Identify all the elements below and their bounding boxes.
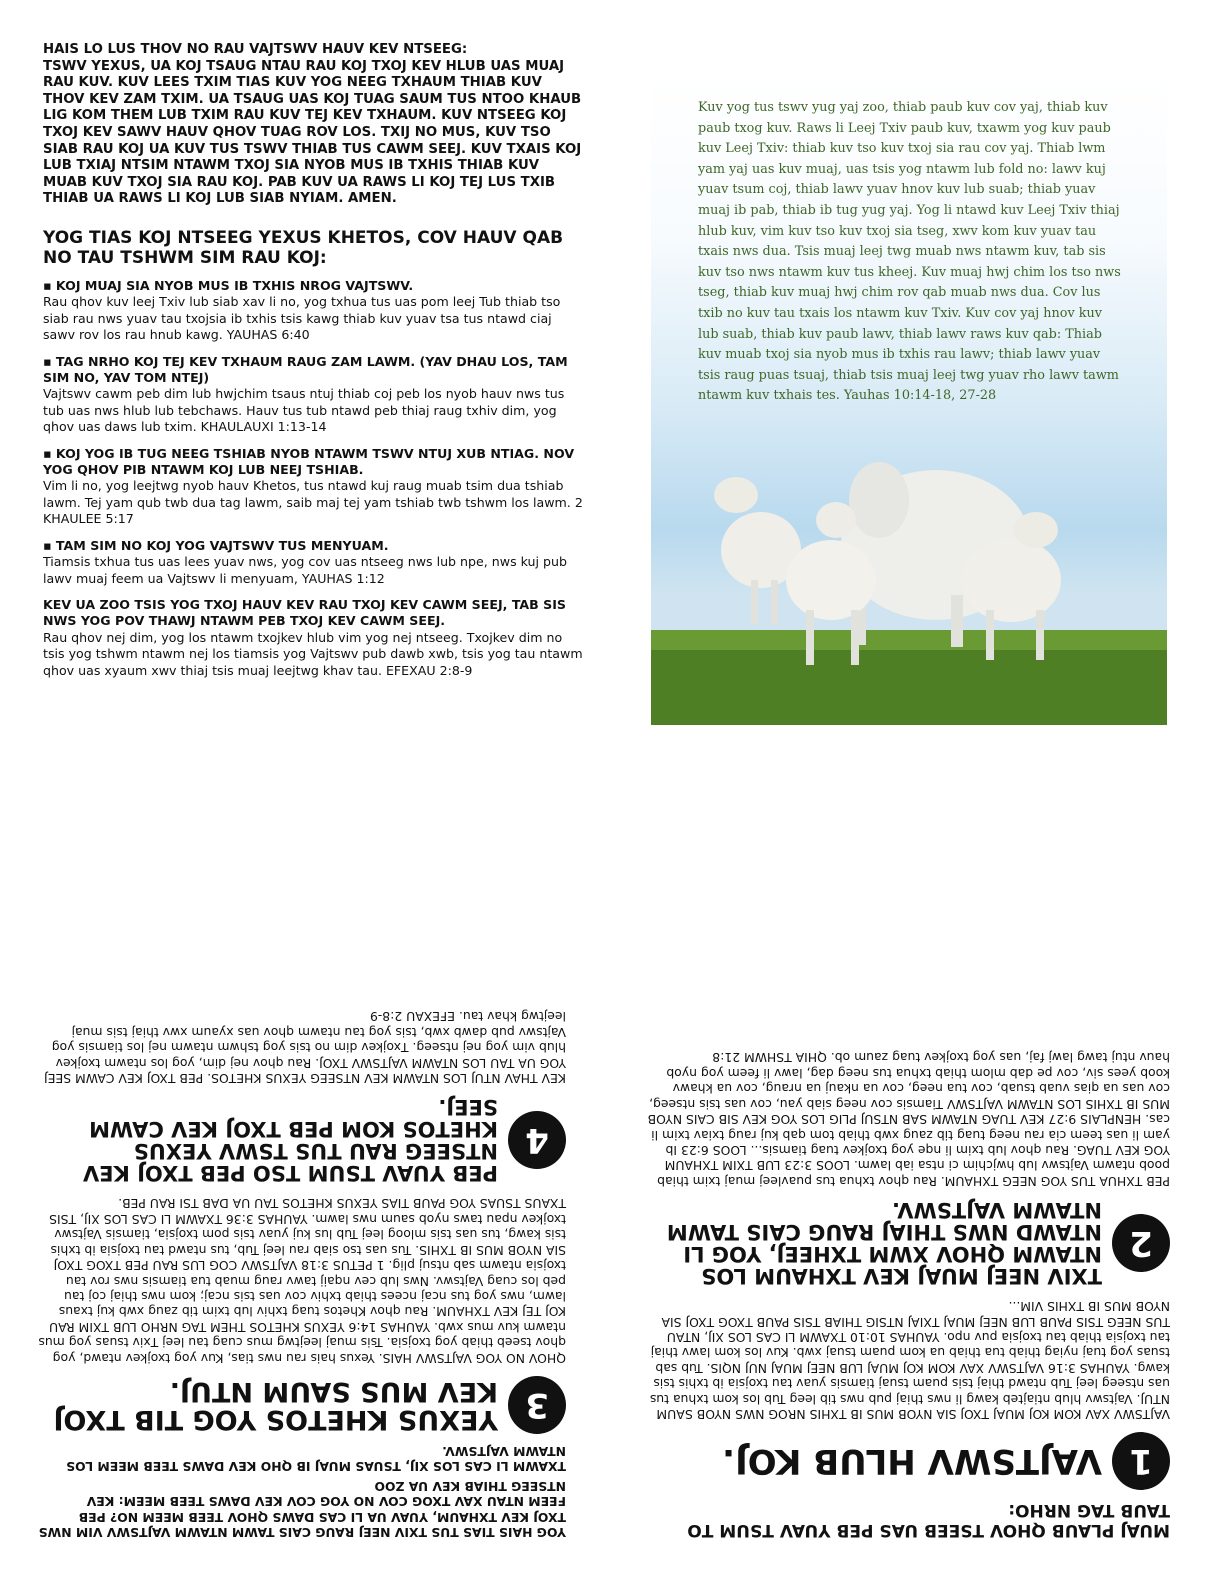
step-title: VAJTSWV HLUB KOJ. (722, 1441, 1102, 1481)
sheep-photo-panel (651, 75, 1167, 725)
step-title: PEB YUAV TSUM TSO PEB TXOJ KEV NTSEEG RAU TUS TSWV YEXUS KHETOS KOM PEB TXOJ KEV CAWM SEEJ. (82, 1095, 498, 1186)
assurance-item (43, 538, 583, 587)
steps-intro-2: TXAWM LI CAS LOS XIJ, TSUAS MUAJ IB QHO KEV DAWS TEEB MEEM LOS NTAWM VAJTSWV. (66, 1443, 566, 1475)
step-number-badge: 3 (508, 1376, 566, 1434)
step-3-header (38, 1376, 566, 1434)
sheep-illustration (651, 75, 1167, 725)
steps-intro: MUAJ PLAUB QHOV TSEEB UAS PEB YUAV TSUM TO TAUB TAG NRHO: (687, 1500, 1170, 1540)
assurance-title: ▪ TAG NRHO KOJ TEJ KEV TXHAUM RAUG ZAM LAWM. (YAV DHAU LOS, TAM SIM NO, YAV TOM NTEJ) (43, 353, 568, 386)
assurance-body: Vajtswv cawm peb dim lub hwjchim tsaus ntuj thiab coj peb los nyob hauv nws tus tub uas nws hlub lub tebchaws. Hauv tus tub ntawd peb thiaj raug txhiv dim, yog qhov uas daws lub txim. KHAULAUXI 1:13-14 (43, 386, 565, 435)
assurance-body: Tiamsis txhua tus uas lees yuav nws, yog cov uas ntseeg nws lub npe, nws kuj pub lawv muaj feem ua Vajtswv li menyuam, YAUHAS 1:12 (43, 554, 567, 586)
step-title: YEXUS KHETOS YOG TIB TXOJ KEV MUS SAUM NTUJ. (53, 1375, 498, 1435)
assurance-item (43, 597, 583, 679)
assurance-title: ▪ KOJ YOG IB TUG NEEG TSHIAB NYOB NTAWM TSWV NTUJ XUB NTIAG. NOV YOG QHOV PIB NTAWM KOJ LUB NEEJ TSHIAB. (43, 445, 575, 478)
step-body: KEV THAV NTUJ LOS NTAWM KEV NTSEEG YEXUS KHETOS. PEB TXOJ KEV CAWM SEEJ YOG UA TAU LOS NTAWM VAJTSWV TXOJ. Rau qhov nej dim, yog los ntawm txojkev hlub vim yog nej ntseeg. Txojkev dim no tsis yog tshwm ntawm nej los tiamsis yog Vajtswv pub dawb xwb, tsis yog tau ntawm qhov uas xyaum xwv thiaj tsis muaj leejtwg khav tau. EFEXAU 2:8-9 (43, 1009, 566, 1087)
assurance-body: Rau qhov nej dim, yog los ntawm txojkev hlub vim yog nej ntseeg. Txojkev dim no tsis yog tshwm ntawm nej los tiamsis yog Vajtswv pub dawb xwb, tsis yog tau ntawm qhov uas xyaum xwv thiaj tsis muaj leejtwg khav tau. EFEXAU 2:8-9 (43, 629, 583, 678)
step-number-badge: 4 (508, 1111, 566, 1169)
steps-intro: YOG HAIS TIAS TUS TXIV NEEJ RAUG CAIS TAWM NTAWM VAJTSWV VIM NWS TXOJ KEV TXHAUM, YUAV UA LI CAS DAWS QHOV TEEB MEEM NO? PEB FEEM NTAU XAV TXOG COV NO YOG COV KEV DAWS TEEB MEEM: KEV NTSEEG THIAB KEV UA ZOO (38, 1478, 566, 1540)
assurance-item (43, 446, 583, 528)
assurance-title: ▪ TAM SIM NO KOJ YOG VAJTSWV TUS MENYUAM. (43, 537, 389, 553)
steps-panel-left (38, 800, 566, 1540)
assurance-title: ▪ KOJ MUAJ SIA NYOB MUS IB TXHIS NROG VAJTSWV. (43, 278, 414, 293)
step-2-header (642, 1199, 1170, 1287)
assurance-item (43, 278, 583, 344)
step-body: QHOV NO YOG VAJTSWV HAIS. Yexus hais rau nws tias, Kuv yog txojkev ntawd, yog qhov tseeb thiab yog txojsia. Tsis muaj leejtwg mus cuag tau leej Txiv tsuas yog mus ntawm kuv mus xwb. YAUHAS 14:6 YEXUS KHETOS THEM TAG NRHO LUB TXIM RAU KOJ TEJ KEV TXHAUM. Rau qhov Khetos tuag txhiv lub txim tib zaug xwb kuj txaus lawm, nws yog tus ncaj ncees thiab txhiv cov uas tsis ncaj; kom nws thiaj coj tau peb los cuag Vajtswv. Nws lub cev nqaij tawv raug muab tua tiamsis nws rov tau txojsia ntawm sab ntsuj plig. 1 PETUS 3:18 VAJTSWV COG LUS RAU PEB TXOG TXOJ SIA NYOB MUS IB TXHIS. Tus uas tso siab rau leej Tub, tus ntawd tau txojsia ib txhis tsis kawg, tus uas tsis mloog leej Tub lus kuj yuav tsis pom txojsia, tiamsis Vajtswv txojkev npau taws nyob saum nws lawm. YAUHAS 3:36 TXAWM LI CAS LOS XIJ, TSIS TXAUS TSUAS YOG PAUB TIAS YEXUS KHETOS TAU UA DAB TSI RAU PEB. (38, 1196, 566, 1366)
step-title: TXIV NEEJ MUAJ KEV TXHAUM LOS NTAWM QHOV XWM TXHEEJ, YOG LI NTAWD NWS THIAJ RAUG CAIS TAWM NTAWM VAJTSWV. (666, 1197, 1102, 1288)
step-number-badge: 1 (1112, 1432, 1170, 1490)
assurance-section (43, 228, 583, 679)
assurance-item (43, 354, 583, 436)
prayer-heading: HAIS LO LUS THOV NO RAU VAJTSWV HAUV KEV NTSEEG: (43, 42, 468, 57)
assurance-body: Rau qhov kuv leej Txiv lub siab xav li no, yog txhua tus uas pom leej Tub thiab tso siab rau nws yuav tau txojsia ib txhis tsis kawg thiab kuv yuav tsa tus ntawd ciaj sawv rov los rau hnub kawg. YAUHAS 6:40 (43, 294, 561, 343)
assurance-heading: YOG TIAS KOJ NTSEEG YEXUS KHETOS, COV HAUV QAB NO TAU TSHWM SIM RAU KOJ: (43, 228, 564, 268)
step-body: VAJTSWV XAV KOM KOJ MUAJ TXOJ SIA NYOB MUS IB TXHIS NROG NWS NYOB SAUM NTUJ. Vajtswv hlub ntiajteb kawg li nws thiaj pub nws tib leeg Tub los kom txhua tus uas ntseeg leej Tub ntawd thiaj tsis puam tsuaj tiamsis yuav tau txojsia ib txhis tsis kawg. YAUHAS 3:16 VAJTSWV XAV KOM KOJ MUAJ LUB NEEJ MUAJ NUJ NQIS. Tub sab tsuas yog tuaj nyiag thiab tua thiab ua kom puam tsuaj xwb. Kuv los kom lawv thiaj tau txojsia thiab tau txojsia puv npo. YAUHAS 10:10 TXAWM LI CAS LOS XIJ, NTAU TUS NEEG TSIS PAUB LUB NEEJ MUAJ TXIAJ NTSIG THIAB TSIS PAUB TXOG TXOJ SIA NYOB MUS IB TXHIS VIM... (649, 1299, 1170, 1422)
steps-panel-right (642, 840, 1170, 1540)
step-number-badge: 2 (1112, 1214, 1170, 1272)
prayer-text: TSWV YEXUS, UA KOJ TSAUG NTAU RAU KOJ TXOJ KEV HLUB UAS MUAJ RAU KUV. KUV LEES TXIM TIAS KUV YOG NEEG TXHAUM THIAB KUV THOV KEV ZAM TXIM. UA TSAUG UAS KOJ TUAG SAUM TUS NTOO KHAUB LIG KOM THEM LUB TXIM RAU KUV TEJ KEV TXHAUM. KUV NTSEEG KOJ TXOJ KEV SAWV HAUV QHOV TUAG ROV LOS. TXIJ NO MUS, KUV TSO SIAB RAU KOJ UA KUV TUS TSWV THIAB TUS CAWM SEEJ. KUV TXAIS KOJ LUB TXIAJ NTSIM NTAWM TXOJ SIA NYOB MUS IB TXHIS THIAB KUV MUAB KUV TXOJ SIA RAU KOJ. PAB KUV UA RAWS LI KOJ TEJ LUS TXIB THIAB UA RAWS LI KOJ LUB SIAB NYIAM. AMEN. (43, 58, 582, 207)
prayer-section (43, 42, 583, 208)
step-1-header (642, 1432, 1170, 1490)
assurance-body: Vim li no, yog leejtwg nyob hauv Khetos, tus ntawd kuj raug muab tsim dua tshiab lawm. Tej yam qub twb dua tag lawm, saib maj tej yam tshiab twb tshwm los lawm. 2 KHAULEE 5:17 (43, 478, 583, 527)
step-body: PEB TXHUA TUS YOG NEEG TXHAUM. Rau qhov txhua tus puavleej muaj txim thiab poob ntawm Vajtswv lub hwjchim ci ntsa iab lawm. LOOS 3:23 LUB TXIM TXHAUM YOG KEV TUAG. Rau qhov lub txim li nqe yog txojkev tuag tiamsis... LOOS 6:23 Ib yam li uas teem cia rau neeg tuag tib zaug xwb thiab tom qab kuj raug txiav txim li cas. HENPLAIS 9:27 KEV TUAG NTAWM SAB NTSUJ PLIG LOS YOG KEV SIB CAIS NYOB MUS IB TXHIS LOS NTAWM VAJTSWV Tiamsis cov neeg siab yau, cov uas tsis ntseeg, cov uas ua qias vuab tsuab, cov tua neeg, cov ua nkauj ua nraug, cov ua khawv koob yees siv, cov pe dab mlom thiab txhua tus neeg dag, lawv li feem yog nyob hauv ntuj tawg lawj faj, uas yog txojkev tuag zaum ob. QHIA TSHWM 21:8 (647, 1050, 1170, 1189)
scripture-text: Kuv yog tus tswv yug yaj zoo, thiab paub kuv cov yaj, thiab kuv paub txog kuv. Raws li Leej Txiv paub kuv, txawm yog kuv paub kuv Leej Txiv: thiab kuv tso kuv txoj sia rau cov yaj. Thiab lwm yam yaj uas kuv muaj, uas tsis yog ntawm lub fold no: lawv kuj yuav tsum coj, thiab lawv yuav hnov kuv lub suab; thiab yuav muaj ib pab, thiab ib tug yug yaj. Yog li ntawd kuv Leej Txiv thiaj hlub kuv, vim kuv tso kuv txoj sia tseg, xwv kom kuv yuav tau txais nws dua. Tsis muaj leej twg muab nws ntawm kuv, tab sis kuv tso nws ntawm kuv tus kheej. Kuv muaj hwj chim los tso nws tseg, thiab kuv muaj hwj chim rov qab muab nws dua. Cov lus txib no kuv tau txais los ntawm kuv Txiv. Kuv cov yaj hnov kuv lub suab, thiab kuv paub lawv, thiab lawv raws kuv qab: Thiab kuv muab txoj sia nyob mus ib txhis rau lawv; thiab lawv yuav tsis raug puas tsuaj, thiab tsis muaj leej twg yuav rho lawv tawm ntawm kuv txhais tes. Yauhas 10:14-18, 27-28 (698, 100, 1121, 404)
assurance-title: KEV UA ZOO TSIS YOG TXOJ HAUV KEV RAU TXOJ KEV CAWM SEEJ, TAB SIS NWS YOG POV THAWJ NTAWM PEB TXOJ KEV CAWM SEEJ. (43, 596, 566, 629)
step-4-header (38, 1096, 566, 1184)
